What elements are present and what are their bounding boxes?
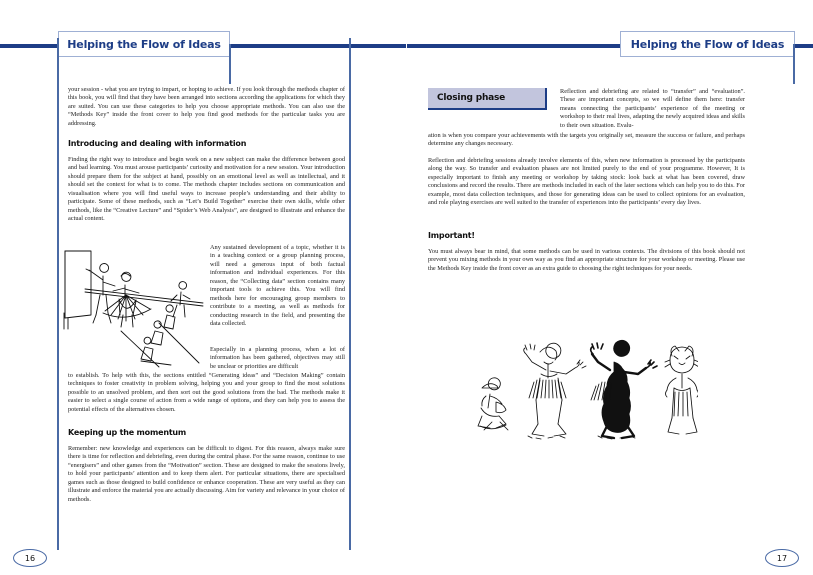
header-rule-right-inner: [793, 44, 813, 48]
paragraph-text: Remember: new knowledge and experiences can be difficult to digest. For this reason, always make sure there is time for reflection and debriefing, even during the central phase. For the same reason, continue to use “energisers” and other games from the “Motivation” section. These are designed to make the sessions lively, to hold your participants’ attention and to keep them alert. For particular situations, there are specialised games such as those designed to build confidence or enhance cooperation. These are very useful as they can illustrate and enforce the material you are actually discussing. Aim for variety and relevance in your choice of methods.: [68, 445, 345, 503]
page-number-label: 16: [24, 553, 36, 563]
page-number-left: [13, 549, 47, 567]
header-rule-left-outer: [0, 44, 60, 48]
right-page: [407, 0, 813, 575]
right-section-heading-block: [428, 232, 745, 247]
margin-rule-left: [57, 38, 59, 550]
right-section-body: [428, 248, 745, 273]
header-box-right: [620, 31, 795, 57]
right-body-paragraph-1: [560, 88, 745, 130]
left-page: [0, 0, 406, 575]
right-body-paragraph-1-continued: [428, 132, 745, 149]
page-number-right: [765, 549, 799, 567]
header-rule-right-outer: [407, 44, 626, 48]
left-section-1-body: [68, 156, 345, 224]
paragraph-text: You must always bear in mind, that some methods can be used in various contexts. The divisions of this book should not prevent you mixing methods in your own way as you find an appropriate structure for your workshop or meeting. Please use the Methods Key inside the front cover as an extra guide to choosing the right techniques for your needs.: [428, 248, 745, 272]
dancers-illustration: [476, 330, 698, 442]
header-rule-left-inner: [228, 44, 406, 48]
header-box-left: [58, 31, 230, 57]
page-title-right: Helping the Flow of Ideas: [630, 37, 785, 51]
paragraph-text: your session - what you are trying to impart, or hoping to achieve. If you look through the methods chapter of this book, you will find that they have been arranged into sections according the applications for which they are suited. You can use these categories to help you choose appropriate methods. You can also use the “Methods Key” inside the front cover to help you find good methods for the particular tasks you are addressing.: [68, 86, 345, 127]
flipchart-illustration: [63, 243, 206, 369]
paragraph-text: ation is when you compare your achievements with the targets you originally set, measure the success or failure, and perhaps determine any changes necessary.: [428, 132, 745, 148]
header-stub-left: [229, 44, 231, 84]
section-heading: Keeping up the momentum: [68, 428, 187, 437]
paragraph-text: Especially in a planning process, when a lot of information has been gathered, objectives may still be unclear or priorities are difficult: [210, 346, 345, 370]
left-wide-paragraph: [68, 372, 345, 414]
paragraph-text: Any sustained development of a topic, whether it is in a teaching context or a group planning process, will need a generous input of both factual information and individual experiences. For this reason, the “Collecting data” section contains many important tools to achieve this. You will find methods here for encouraging group members to contribute to a meeting, as well as methods for conducting research in the field, and presenting the data collected.: [210, 244, 345, 328]
left-float-paragraph-1: [210, 244, 345, 329]
right-body-paragraph-2: [428, 157, 745, 208]
left-section-2-body: [68, 445, 345, 504]
left-float-paragraph-2: [210, 346, 345, 371]
callout-label: Closing phase: [437, 93, 506, 103]
page-title-left: Helping the Flow of Ideas: [67, 37, 221, 51]
paragraph-text: to establish. To help with this, the sections entitled “Generating ideas” and “Decision Making” contain techniques to foster creativity in problem solving, helping you and your group to find the most solutions possible to an unsolved problem, and then sort out the good solutions from the bad. The methods make it easier to select a single course of action from a wide range of options, and they can help you to assess the potential effects of the alternatives chosen.: [68, 372, 345, 413]
left-section-1-heading-block: [68, 140, 345, 155]
left-intro-paragraph: [68, 86, 345, 128]
closing-phase-callout: [428, 88, 547, 110]
paragraph-text: Reflection and debriefing sessions already involve elements of this, when new information is processed by the participants along the way. So transfer and evaluation phases are not limited purely to the end of your programme. However, It is especially important to finish any meeting or workshop by taking stock: look back at what has been covered, draw conclusions and record the results. There are methods included in each of the later sections which can help you to do this. For example, most data collection techniques, and those for generating ideas can be used to collect opinions for an evaluation, and role playing exercises are well suited to the transfer of experiences into the participants’ every day lives.: [428, 157, 745, 207]
section-heading: Important!: [428, 231, 475, 240]
paragraph-text: Finding the right way to introduce and begin work on a new subject can make the difference between good and bad learning. You must arouse participants’ curiosity and motivation for a new session. Your introduction should prepare them for the subject at hand, possibly on an emotional level as well as intellectual, and it should set the context for what is to come. The methods chapter includes sections on communication and visualisation where you will find useful ways to increase people’s understanding and their ability to participate. Some of these methods, such as “Let’s Build Together” exercise their own skills, while other methods, like the “Creative Lecture” and “Spider’s Web Analysis”, are designed to illustrate and enhance the actual content.: [68, 156, 345, 223]
page-number-label: 17: [776, 553, 788, 563]
left-section-2-heading-block: [68, 429, 345, 444]
paragraph-text: Reflection and debriefing are related to “transfer” and “evaluation”. These are important concepts, so we will define them here: transfer means connecting the participants’ experience of the meeting or workshop to their real lives, adapting the newly acquired ideas and skills to their own situation. Evalu-: [560, 88, 745, 129]
section-heading: Introducing and dealing with information: [68, 139, 247, 148]
margin-rule-right: [349, 38, 351, 550]
header-stub-right: [793, 44, 795, 84]
